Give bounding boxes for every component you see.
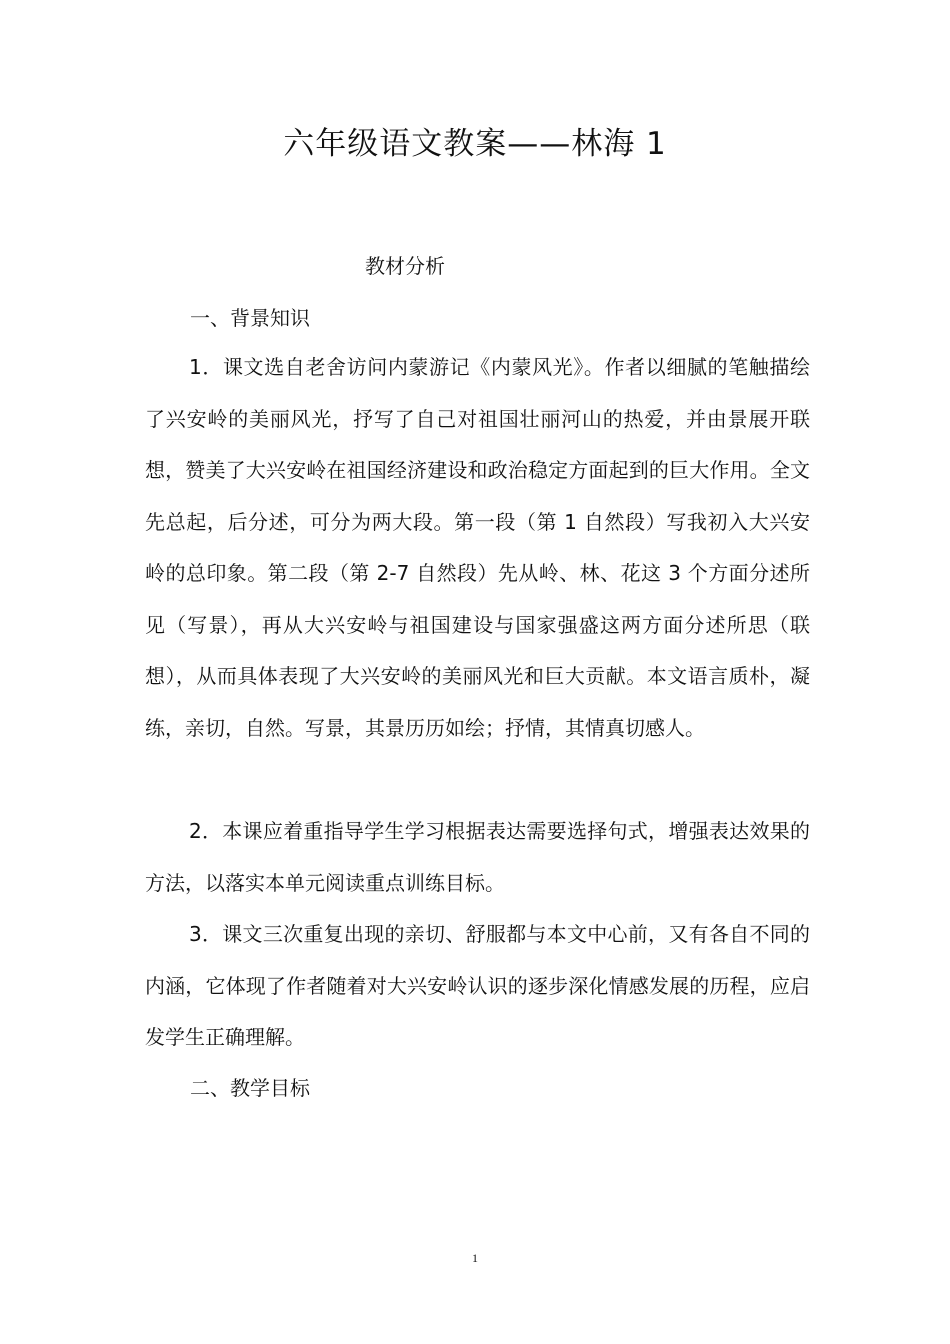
paragraph-1: 1．课文选自老舍访问内蒙游记《内蒙风光》。作者以细腻的笔触描绘了兴安岭的美丽风光，抒写了自己对祖国壮丽河山的热爱，并由景展开联想，赞美了大兴安岭在祖国经济建设和政治稳定方面起到的巨大作用。全文先总起，后分述，可分为两大段。第一段（第 1 自然段）写我初入大兴安岭的总印象。第二段（第 2-7 自然段）先从岭、林、花这 3 个方面分述所见（写景），再从大兴安岭与祖国建设与国家强盛这两方面分述所思（联想），从而具体表现了大兴安岭的美丽风光和巨大贡献。本文语言质朴，凝练，亲切，自然。写景，其景历历如绘；抒情，其情真切感人。 [145, 355, 810, 740]
section-heading-background: 一、背景知识 [190, 306, 310, 330]
page-number: 1 [472, 1251, 478, 1265]
section-subtitle: 教材分析 [365, 254, 445, 278]
section-heading-goals: 二、教学目标 [190, 1076, 310, 1100]
paragraph-3: 3．课文三次重复出现的亲切、舒服都与本文中心前，又有各自不同的内涵，它体现了作者随着对大兴安岭认识的逐步深化情感发展的历程，应启发学生正确理解。 [145, 922, 810, 1049]
paragraph-2: 2．本课应着重指导学生学习根据表达需要选择句式，增强表达效果的方法，以落实本单元阅读重点训练目标。 [145, 819, 810, 895]
document-title: 六年级语文教案——林海 1 [283, 126, 667, 162]
